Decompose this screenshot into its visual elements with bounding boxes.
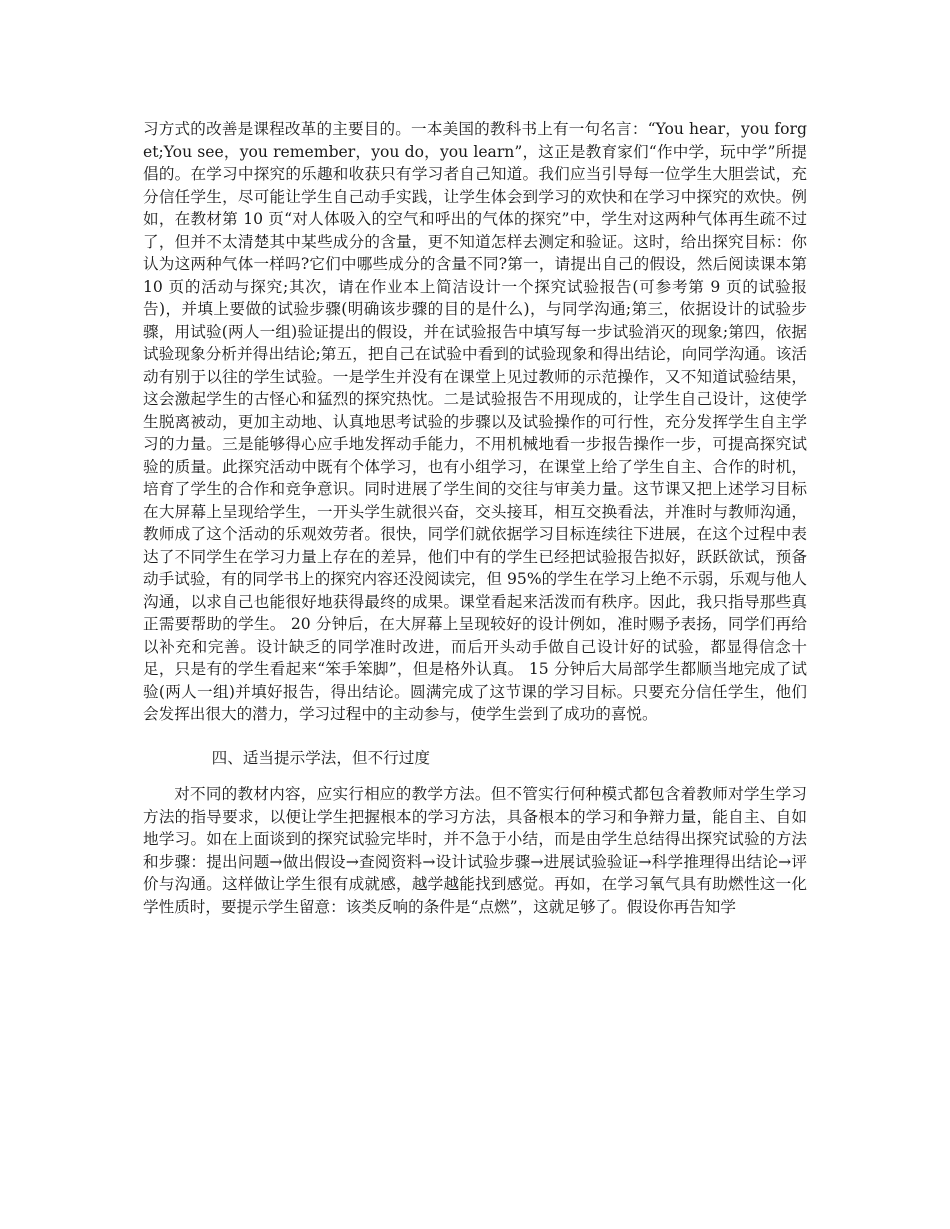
document-page [143, 118, 807, 918]
body-paragraph-learning-methods: 对不同的教材内容，应实行相应的教学方法。但不管实行何种模式都包含着教师对学生学习方法的指导要求，以便让学生把握根本的学习方法，具备根本的学习和争辩力量，能自主、自如地学习。如在上面谈到的探究试验完毕时，并不急于小结，而是由学生总结得出探究试验的方法和步骤：提出问题→做出假设→查阅资料→设计试验步骤→进展试验验证→科学推理得出结论→评价与沟通。这样做让学生很有成就感，越学越能找到感觉。再如，在学习氧气具有助燃性这一化学性质时，要提示学生留意：该类反响的条件是“点燃”，这就足够了。假设你再告知学 [143, 785, 807, 916]
body-paragraph-inquiry-experiment: 习方式的改善是课程改革的主要目的。一本美国的教科书上有一句名言：“You hear，you forget;You see，you remember，you do，you learn”，这正是教育家们“作中学，玩中学”所提倡的。在学习中探究的乐趣和收获只有学习者自己知道。我们应当引导每一位学生大胆尝试，充分信任学生，尽可能让学生自己动手实践，让学生体会到学习的欢快和在学习中探究的欢快。例如，在教材第 10 页“对人体吸入的空气和呼出的气体的探究”中，学生对这两种气体再生疏不过了，但并不太清楚其中某些成分的含量，更不知道怎样去测定和验证。这时，给出探究目标：你认为这两种气体一样吗?它们中哪些成分的含量不同?第一，请提出自己的假设，然后阅读课本第 10 页的活动与探究;其次，请在作业本上简洁设计一个探究试验报告(可参考第 9 页的试验报告)，并填上要做的试验步骤(明确该步骤的目的是什么)，与同学沟通;第三，依据设计的试验步骤，用试验(两人一组)验证提出的假设，并在试验报告中填写每一步试验消灭的现象;第四，依据试验现象分析并得出结论;第五，把自己在试验中看到的试验现象和得出结论，向同学沟通。该活动有别于以往的学生试验。一是学生并没有在课堂上见过教师的示范操作，又不知道试验结果，这会激起学生的古怪心和猛烈的探究热忱。二是试验报告不用现成的，让学生自己设计，这使学生脱离被动，更加主动地、认真地思考试验的步骤以及试验操作的可行性，充分发挥学生自主学习的力量。三是能够得心应手地发挥动手能力，不用机械地看一步报告操作一步，可提高探究试验的质量。此探究活动中既有个体学习，也有小组学习，在课堂上给了学生自主、合作的时机，培育了学生的合作和竞争意识。同时进展了学生间的交往与审美力量。这节课又把上述学习目标在大屏幕上呈现给学生，一开头学生就很兴奋，交头接耳，相互交换看法，并准时与教师沟通，教师成了这个活动的乐观效劳者。很快，同学们就依据学习目标连续往下进展，在这个过程中表达了不同学生在学习力量上存在的差异，他们中有的学生已经把试验报告拟好，跃跃欲试，预备动手试验，有的同学书上的探究内容还没阅读完，但 95%的学生在学习上绝不示弱，乐观与他人沟通，以求自己也能很好地获得最终的成果。课堂看起来活泼而有秩序。因此，我只指导那些真正需要帮助的学生。 20 分钟后，在大屏幕上呈现较好的设计例如，准时赐予表扬，同学们再给以补充和完善。设计缺乏的同学准时改进，而后开头动手做自己设计好的试验，都显得信念十足，只是有的学生看起来“笨手笨脚”，但是格外认真。 15 分钟后大局部学生都顺当地完成了试验(两人一组)并填好报告，得出结论。圆满完成了这节课的学习目标。只要充分信任学生，他们会发挥出很大的潜力，学习过程中的主动参与，使学生尝到了成功的喜悦。 [143, 120, 807, 723]
section-heading-four: 四、适当提示学法，但不行过度 [211, 748, 430, 767]
